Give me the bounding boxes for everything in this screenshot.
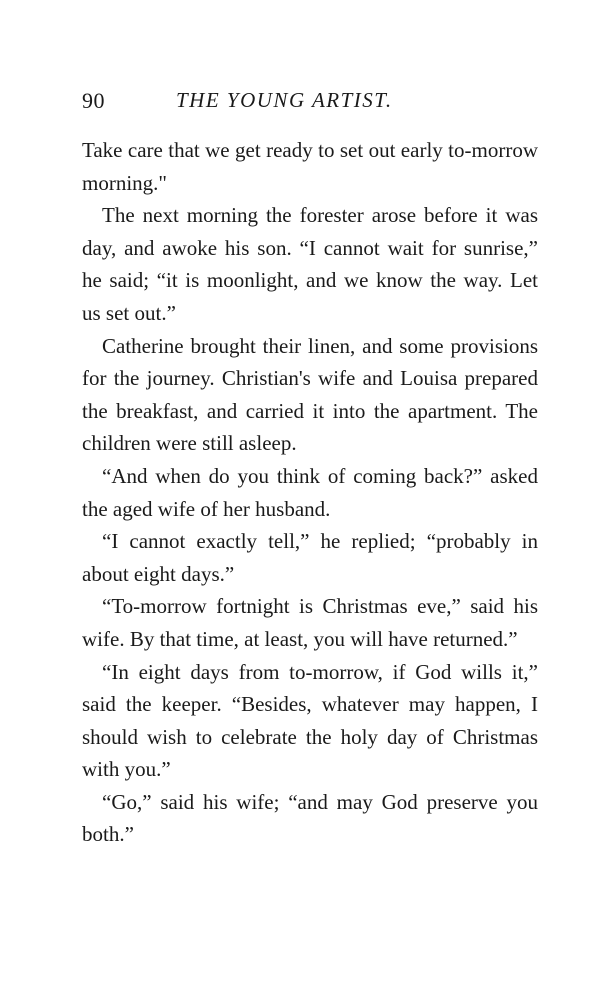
paragraph-5: “I cannot exactly tell,” he replied; “probably in about eight days.”: [82, 529, 538, 586]
paragraph-6: “To-morrow fortnight is Christmas eve,” said his wife. By that time, at least, you will have returned.”: [82, 594, 538, 651]
paragraph-7: “In eight days from to-morrow, if God wills it,” said the keeper. “Besides, whatever may happen, I should wish to celebrate the holy day of Christmas with you.”: [82, 659, 538, 782]
paragraph-1: Take care that we get ready to set out early to-morrow morning.": [82, 138, 538, 195]
body-text: [82, 134, 538, 851]
page-header: [82, 88, 542, 120]
page-number: 90: [82, 88, 105, 113]
paragraph-2: The next morning the forester arose before it was day, and awoke his son. “I cannot wait for sunrise,” he said; “it is moonlight, and we know the way. Let us set out.”: [82, 203, 538, 325]
paragraph-3: Catherine brought their linen, and some provisions for the journey. Christian's wife and Louisa prepared the breakfast, and carried it into the apartment. The children were still asleep.: [82, 333, 538, 456]
paragraph-8: “Go,” said his wife; “and may God preserve you both.”: [82, 789, 538, 847]
running-title: THE YOUNG ARTIST.: [176, 88, 393, 112]
paragraph-4: “And when do you think of coming back?” asked the aged wife of her husband.: [82, 463, 538, 521]
